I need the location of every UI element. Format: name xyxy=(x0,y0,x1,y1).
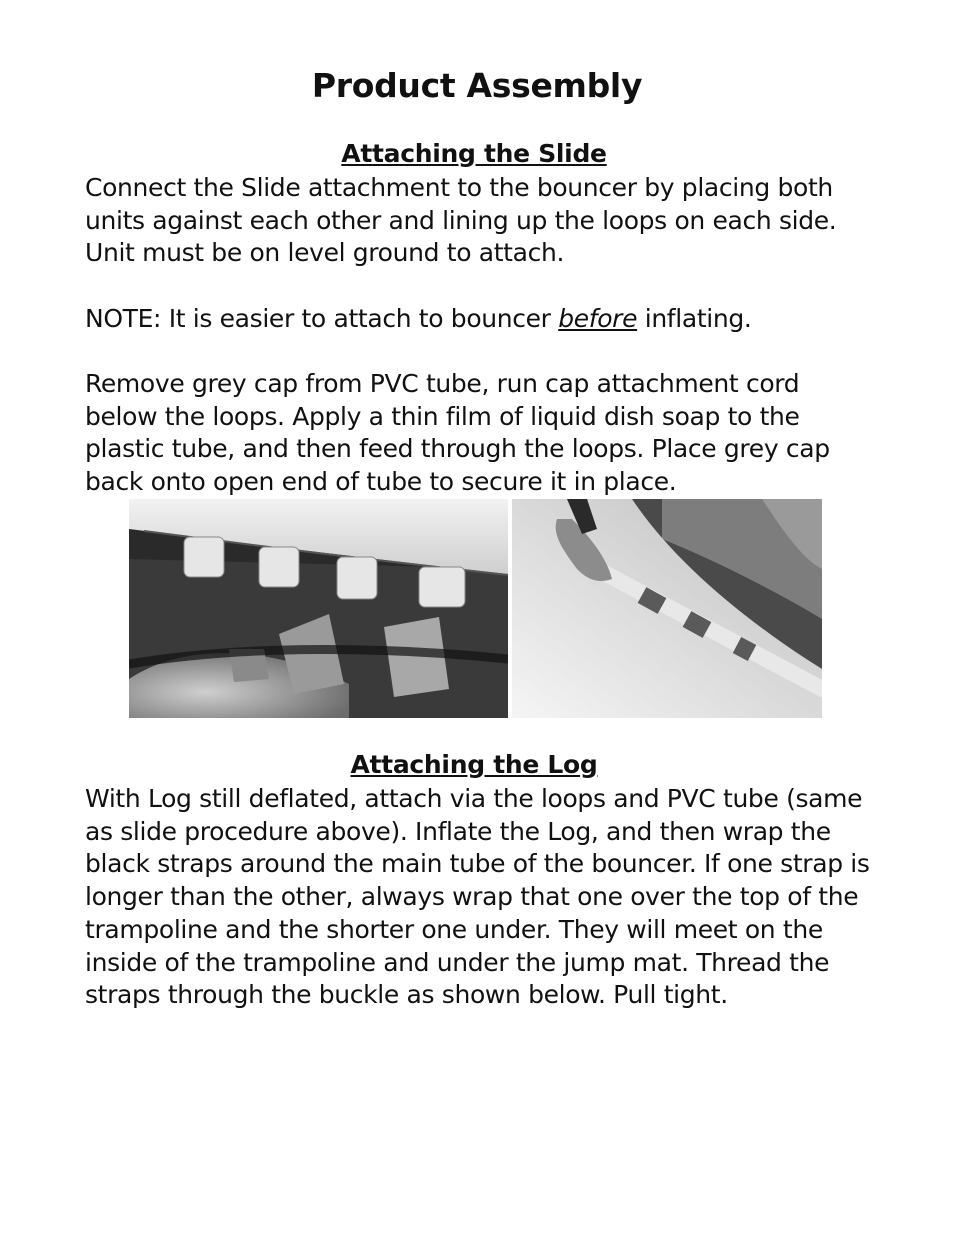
note-emphasis: before xyxy=(558,304,638,333)
note-text-start: NOTE: It is easier to attach to bouncer xyxy=(85,304,559,333)
slide-instructions-paragraph: Connect the Slide attachment to the bouncer by placing both units against each other and lining up the loops on each side. Unit must be on level ground to attach. xyxy=(85,173,837,268)
slide-section-heading: Attaching the Slide xyxy=(341,139,607,168)
page-title: Product Assembly xyxy=(311,66,643,105)
slide-note-paragraph xyxy=(85,303,875,336)
log-section-heading: Attaching the Log xyxy=(350,750,598,779)
pvc-tube-instructions-paragraph: Remove grey cap from PVC tube, run cap attachment cord below the loops. Apply a thin film of liquid dish soap to the plastic tube, and then feed through the loops. Place grey cap back onto open end of tube to secure it in place. xyxy=(85,369,830,497)
assembly-photos xyxy=(129,499,822,718)
note-text-end: inflating. xyxy=(637,304,752,333)
loops-photo xyxy=(129,499,508,718)
log-instructions-paragraph: With Log still deflated, attach via the loops and PVC tube (same as slide procedure above). Inflate the Log, and then wrap the black straps around the main tube of the bouncer. If one strap is longer than the other, always wrap that one over the top of the trampoline and the shorter one under. They will meet on the inside of the trampoline and under the jump mat. Thread the straps through the buckle as shown below. Pull tight. xyxy=(85,784,870,1010)
pvc-tube-photo xyxy=(512,499,822,718)
